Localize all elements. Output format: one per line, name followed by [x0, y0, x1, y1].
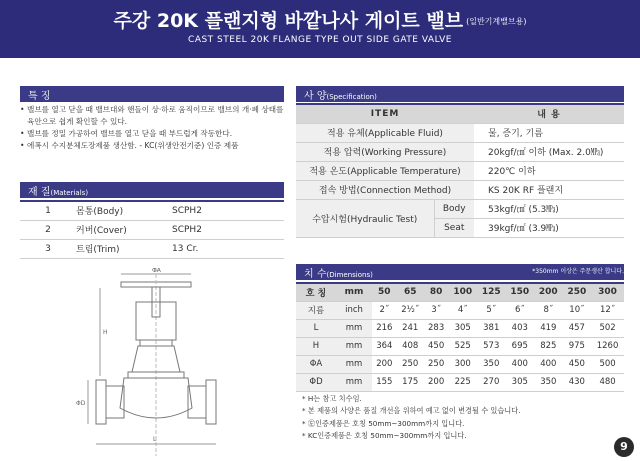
table-header-row [296, 283, 624, 301]
hydraulic-seat-label: Seat [434, 218, 474, 237]
hydraulic-body-value: 53kgf/㎠ (5.3㎫) [474, 199, 624, 218]
feature-item: • 밸브를 열고 닫을 때 밸브대와 핸들이 상·하로 움직이므로 밸브의 개·폐 상태를 육안으로 쉽게 확인할 수 있다. [20, 104, 284, 128]
table-row [296, 199, 624, 218]
dim-value: 175 [397, 373, 424, 391]
dim-row-name: ΦD [296, 373, 336, 391]
table-row [296, 123, 624, 142]
specs-table [296, 103, 624, 238]
dim-row-name: ΦA [296, 355, 336, 373]
phi-d-label: ΦD [76, 400, 86, 407]
material-no: 2 [20, 220, 76, 239]
dim-value: 502 [591, 319, 624, 337]
col-content: 내 용 [474, 104, 624, 123]
dim-size-header: 125 [477, 283, 506, 301]
feature-item: • 밸브를 정밀 가공하여 밸브를 열고 닫을 때 부드럽게 작동한다. [20, 128, 284, 140]
dim-value: 5˝ [477, 301, 506, 319]
table-row [296, 319, 624, 337]
dim-value: 525 [448, 337, 477, 355]
dimensions-table [296, 282, 624, 392]
spec-label: 적용 온도(Applicable Temperature) [296, 161, 474, 180]
hydraulic-body-label: Body [434, 199, 474, 218]
right-flange-shape [206, 380, 216, 424]
dim-value: 225 [448, 373, 477, 391]
dim-row-unit: mm [336, 373, 372, 391]
dim-row-unit: mm [336, 319, 372, 337]
table-row [296, 355, 624, 373]
dim-value: 2˝ [372, 301, 397, 319]
dim-size-header: 100 [448, 283, 477, 301]
dim-value: 400 [506, 355, 535, 373]
dim-size-header: 200 [534, 283, 563, 301]
note-item: * KC인증제품은 호칭 50mm~300mm까지 입니다. [302, 431, 467, 441]
table-row [296, 373, 624, 391]
valve-drawing [28, 268, 278, 456]
dim-row-unit: mm [336, 337, 372, 355]
table-row [20, 220, 284, 239]
dimensions-heading-en: (Dimensions) [326, 271, 373, 279]
material-value: 13 Cr. [172, 239, 284, 258]
features-list [20, 104, 284, 152]
dim-value: 200 [372, 355, 397, 373]
dim-value: 250 [397, 355, 424, 373]
materials-heading-text: 재 질 [28, 187, 51, 198]
dim-value: 216 [372, 319, 397, 337]
features-heading-text: 특 징 [28, 91, 51, 102]
dim-value: 3˝ [424, 301, 449, 319]
material-part: 커버(Cover) [76, 220, 172, 239]
dim-value: 350 [477, 355, 506, 373]
dim-value: 364 [372, 337, 397, 355]
spec-value: KS 20K RF 플랜지 [474, 180, 624, 199]
dim-size-header: 300 [591, 283, 624, 301]
note-item: * H는 참고 치수임. [302, 394, 362, 403]
dim-value: 283 [424, 319, 449, 337]
h-label: H [103, 329, 108, 336]
spec-value: 물, 증기, 기름 [474, 123, 624, 142]
features-heading [20, 86, 284, 102]
table-row [20, 239, 284, 258]
dim-value: 200 [424, 373, 449, 391]
dim-value: 400 [534, 355, 563, 373]
dim-value: 4˝ [448, 301, 477, 319]
table-row [296, 301, 624, 319]
dim-value: 10˝ [563, 301, 592, 319]
dim-value: 419 [534, 319, 563, 337]
title-banner [0, 0, 640, 58]
dim-row-name: 지름 [296, 301, 336, 319]
dim-row-unit: mm [336, 355, 372, 373]
materials-table [20, 200, 284, 259]
specs-heading-text: 사 양 [304, 91, 327, 102]
dim-value: 300 [448, 355, 477, 373]
dim-value: 241 [397, 319, 424, 337]
table-row [296, 161, 624, 180]
dim-value: 6˝ [506, 301, 535, 319]
materials-heading [20, 182, 284, 198]
dim-value: 975 [563, 337, 592, 355]
left-flange-shape [96, 380, 106, 424]
dim-value: 270 [477, 373, 506, 391]
dim-header-name: 호 칭 [296, 283, 336, 301]
dim-value: 450 [563, 355, 592, 373]
dimensions-note: *350mm 이상은 주문생산 합니다. [532, 268, 624, 275]
material-no: 1 [20, 201, 76, 220]
material-no: 3 [20, 239, 76, 258]
dim-size-header: 65 [397, 283, 424, 301]
dim-value: 695 [506, 337, 535, 355]
dim-size-header: 80 [424, 283, 449, 301]
table-row [296, 337, 624, 355]
dim-size-header: 150 [506, 283, 535, 301]
l-label: L [153, 436, 157, 443]
dim-value: 480 [591, 373, 624, 391]
materials-heading-en: (Materials) [50, 189, 89, 197]
feature-item: • 에폭시 수지분체도장제품 생산함. - KC(위생안전기준) 인증 제품 [20, 140, 284, 152]
spec-label: 적용 압력(Working Pressure) [296, 142, 474, 161]
table-row [296, 142, 624, 161]
spec-label: 적용 유체(Applicable Fluid) [296, 123, 474, 142]
dim-value: 305 [506, 373, 535, 391]
dim-value: 430 [563, 373, 592, 391]
spec-value: 20kgf/㎠ 이하 (Max. 2.0㎫) [474, 142, 624, 161]
dim-value: 305 [448, 319, 477, 337]
spec-label: 접속 방법(Connection Method) [296, 180, 474, 199]
dim-value: 1260 [591, 337, 624, 355]
dim-size-header: 250 [563, 283, 592, 301]
material-value: SCPH2 [172, 201, 284, 220]
dim-value: 381 [477, 319, 506, 337]
dim-row-name: L [296, 319, 336, 337]
dim-size-header: 50 [372, 283, 397, 301]
page-number: 9 [614, 437, 634, 457]
dim-value: 408 [397, 337, 424, 355]
hydraulic-test-label: 수압시험(Hydraulic Test) [296, 199, 434, 237]
dim-value: 457 [563, 319, 592, 337]
dim-value: 155 [372, 373, 397, 391]
note-item: * 본 제품의 사양은 품질 개선을 위하여 예고 없이 변경될 수 있습니다. [302, 406, 521, 416]
dim-value: 403 [506, 319, 535, 337]
dimensions-heading-text: 치 수 [304, 269, 327, 280]
note-item: * ㊧인증제품은 호칭 50mm~300mm까지 입니다. [302, 418, 465, 428]
dim-value: 573 [477, 337, 506, 355]
material-part: 트림(Trim) [76, 239, 172, 258]
table-header-row [296, 104, 624, 123]
dim-value: 350 [534, 373, 563, 391]
page-title-note: (일반기계밸브용) [466, 17, 527, 26]
dim-value: 450 [424, 337, 449, 355]
dim-value: 2½˝ [397, 301, 424, 319]
hydraulic-seat-value: 39kgf/㎠ (3.9㎫) [474, 218, 624, 237]
dim-value: 8˝ [534, 301, 563, 319]
col-item: ITEM [296, 104, 474, 123]
notes [302, 393, 622, 443]
table-row [20, 201, 284, 220]
page-title [0, 6, 640, 33]
dim-header-unit: mm [336, 283, 372, 301]
spec-value: 220℃ 이하 [474, 161, 624, 180]
phi-a-label: ΦA [152, 268, 161, 274]
specs-heading-en: (Specification) [326, 93, 377, 101]
material-part: 몸통(Body) [76, 201, 172, 220]
page-subtitle: CAST STEEL 20K FLANGE TYPE OUT SIDE GATE VALVE [188, 35, 452, 45]
dim-value: 500 [591, 355, 624, 373]
page-title-text: 주강 20K 플랜지형 바깥나사 게이트 밸브 [113, 10, 464, 32]
table-row [296, 180, 624, 199]
dim-value: 825 [534, 337, 563, 355]
dim-row-name: H [296, 337, 336, 355]
dim-value: 250 [424, 355, 449, 373]
dim-row-unit: inch [336, 301, 372, 319]
material-value: SCPH2 [172, 220, 284, 239]
specs-heading [296, 86, 624, 102]
dim-value: 12˝ [591, 301, 624, 319]
